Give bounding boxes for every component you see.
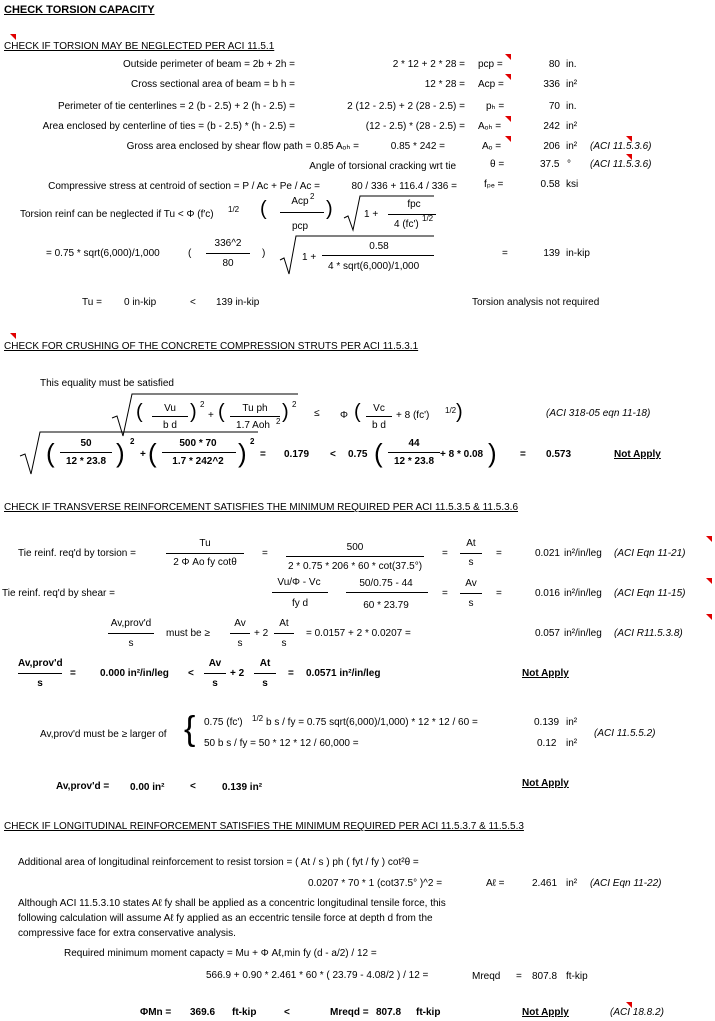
fraction-bar bbox=[230, 633, 250, 634]
row-label: Perimeter of tie centerlines = 2 (b - 2.5) + 2 (h - 2.5) = bbox=[57, 101, 295, 112]
fraction-bar bbox=[322, 255, 434, 256]
plus: + bbox=[208, 410, 214, 421]
calc-lead: = 0.75 * sqrt(6,000)/1,000 bbox=[46, 248, 160, 259]
mreqd-value: 807.8 bbox=[376, 1007, 402, 1018]
fraction-bar bbox=[366, 416, 392, 417]
avprov-symbol: Av,prov'd bbox=[110, 618, 152, 629]
exponent: 2 bbox=[310, 192, 315, 201]
avprov-label: Av,prov'd = bbox=[56, 781, 110, 792]
larger-term-2: 50 b s / fy = 50 * 12 * 12 / 60,000 = bbox=[204, 738, 359, 749]
equals: = bbox=[516, 971, 522, 982]
row-unit: in² bbox=[566, 121, 578, 132]
row-symbol: Aₒₕ = bbox=[478, 121, 502, 132]
fraction-bar bbox=[254, 673, 276, 674]
row-unit: in² bbox=[566, 141, 578, 152]
comment-marker[interactable] bbox=[706, 614, 712, 620]
avprov-result: Not Apply bbox=[522, 668, 569, 679]
four-fc: 4 (fc') bbox=[394, 219, 419, 230]
row-unit: ksi bbox=[566, 179, 579, 190]
formula-numerator: Tu bbox=[199, 538, 211, 549]
s-symbol: s bbox=[212, 678, 218, 689]
paren-open: ( bbox=[354, 401, 361, 423]
must-be-text: must be ≥ bbox=[166, 628, 210, 639]
note-line-1: Although ACI 11.5.3.10 states Aℓ fy shall be applied as a concentric longitudinal tensile force, this bbox=[18, 898, 446, 909]
paren-close: ) bbox=[488, 438, 497, 468]
row-reference: (ACI 11.5.3.6) bbox=[590, 159, 652, 170]
s-symbol: s bbox=[468, 598, 474, 609]
unit: in²/in/leg bbox=[564, 628, 602, 639]
aci-reference: (ACI Eqn 11-15) bbox=[614, 588, 686, 599]
tu-value: 0 in-kip bbox=[124, 297, 157, 308]
row-value: 37.5 bbox=[540, 159, 560, 170]
s-symbol: s bbox=[262, 678, 268, 689]
paren-close: ) bbox=[456, 401, 463, 423]
comment-marker[interactable] bbox=[626, 154, 632, 160]
tuph-symbol: Tu ph bbox=[242, 403, 268, 414]
intro-text: This equality must be satisfied bbox=[40, 378, 174, 389]
fraction-bar bbox=[166, 553, 244, 554]
avprov-min: 0.139 in² bbox=[222, 782, 263, 793]
paren-close: ) bbox=[326, 198, 333, 220]
section1-heading: CHECK IF TORSION MAY BE NEGLECTED PER ACI 11.5.1 bbox=[4, 41, 275, 52]
larger-value-1: 0.139 bbox=[534, 717, 560, 728]
fraction-bar bbox=[108, 633, 154, 634]
shear-tie-value: 0.016 bbox=[534, 588, 560, 599]
fraction-bar bbox=[204, 673, 226, 674]
row-symbol: Aₒ = bbox=[482, 141, 502, 152]
calc-numerator-3: 44 bbox=[408, 438, 420, 449]
paren-open: ( bbox=[188, 248, 192, 259]
calc-denominator-3: 12 * 23.8 bbox=[393, 456, 435, 467]
fraction-bar bbox=[460, 553, 482, 554]
unit: in² bbox=[566, 878, 578, 889]
fraction-bar bbox=[60, 452, 112, 453]
row-value: 80 bbox=[548, 59, 560, 70]
row-label: Cross sectional area of beam = b h = bbox=[131, 79, 295, 90]
tu-capacity: 139 in-kip bbox=[216, 297, 260, 308]
fraction-bar bbox=[280, 212, 324, 213]
exponent: 2 bbox=[130, 437, 135, 446]
calc-numerator: 50/0.75 - 44 bbox=[359, 578, 413, 589]
plus: + bbox=[140, 449, 146, 460]
larger-value-2: 0.12 bbox=[537, 738, 557, 749]
equals: = bbox=[260, 449, 266, 460]
row-label: Tie reinf. req'd by torsion = bbox=[18, 548, 136, 559]
unit: in²/in/leg bbox=[564, 548, 602, 559]
fraction-bar bbox=[18, 673, 62, 674]
phi-value: 0.75 bbox=[348, 449, 368, 460]
exponent: 2 bbox=[292, 400, 297, 409]
fraction-bar bbox=[346, 592, 428, 593]
equals: = bbox=[520, 449, 526, 460]
less-than: < bbox=[188, 668, 194, 679]
mreqd-symbol: Mreqd bbox=[472, 971, 501, 982]
exponent: 1/2 bbox=[252, 714, 264, 723]
paren-open: ( bbox=[148, 438, 157, 468]
row-expr: 12 * 28 = bbox=[424, 79, 465, 90]
fraction-bar bbox=[388, 452, 440, 453]
comment-marker[interactable] bbox=[706, 536, 712, 542]
row-symbol: pср = bbox=[478, 59, 503, 70]
equals: = bbox=[262, 548, 268, 559]
bd-symbol: b d bbox=[163, 420, 177, 431]
section4-heading: CHECK IF LONGITUDINAL REINFORCEMENT SATISFIES THE MINIMUM REQUIRED PER ACI 11.5.3.7 & 11.5.5.3 bbox=[4, 821, 524, 832]
row-label: Tie reinf. req'd by shear = bbox=[2, 588, 115, 599]
row-expr: 0.85 * 242 = bbox=[390, 141, 445, 152]
s-symbol: s bbox=[237, 638, 243, 649]
plus-term: + 8 * 0.08 bbox=[440, 449, 484, 460]
plus-two: + 2 bbox=[230, 668, 245, 679]
equals: = bbox=[496, 548, 502, 559]
comment-marker[interactable] bbox=[626, 136, 632, 142]
sqrt-denominator: 4 * sqrt(6,000)/1,000 bbox=[328, 261, 420, 272]
comment-marker[interactable] bbox=[505, 74, 511, 80]
must-be-calc: = 0.0157 + 2 * 0.0207 = bbox=[306, 628, 411, 639]
paren-close: ) bbox=[190, 401, 197, 423]
phi-mn-label: ΦMn = bbox=[140, 1007, 172, 1018]
av-symbol: Av bbox=[465, 578, 477, 589]
less-than: < bbox=[330, 449, 336, 460]
one-plus: 1 + bbox=[302, 252, 317, 263]
equals: = bbox=[502, 248, 508, 259]
row-symbol: fₚₑ = bbox=[484, 179, 504, 190]
row-unit: in² bbox=[566, 79, 578, 90]
paren-open: ( bbox=[374, 438, 383, 468]
row-symbol: θ = bbox=[490, 159, 505, 170]
fraction-bar bbox=[274, 633, 294, 634]
bd-symbol: b d bbox=[372, 420, 386, 431]
exponent: 1/2 bbox=[228, 205, 240, 214]
av-symbol: Av bbox=[234, 618, 246, 629]
s-symbol: s bbox=[37, 678, 43, 689]
fraction-bar bbox=[460, 593, 482, 594]
acp-symbol: Acp bbox=[291, 196, 309, 207]
must-be-value: 0.057 bbox=[534, 628, 560, 639]
exponent: 2 bbox=[200, 400, 205, 409]
calc-denominator: 2 * 0.75 * 206 * 60 * cot(37.5°) bbox=[287, 561, 423, 572]
vc-symbol: Vc bbox=[373, 403, 385, 414]
fraction-bar bbox=[206, 253, 250, 254]
row-expr: 2 (12 - 2.5) + 2 (28 - 2.5) = bbox=[347, 101, 465, 112]
crushing-lhs: 0.179 bbox=[284, 449, 310, 460]
fpc-symbol: fpc bbox=[407, 199, 421, 210]
mreqd-label: Mreqd = bbox=[330, 1007, 369, 1018]
phi-mn-value: 369.6 bbox=[190, 1007, 216, 1018]
one-plus: 1 + bbox=[364, 209, 379, 220]
fraction-bar bbox=[230, 416, 280, 417]
unit: in² bbox=[566, 717, 578, 728]
row-value: 206 bbox=[543, 141, 560, 152]
calc-numerator-2: 500 * 70 bbox=[179, 438, 217, 449]
s-symbol: s bbox=[281, 638, 287, 649]
plus-eight-fc: + 8 (fc') bbox=[396, 410, 430, 421]
calc-numerator: 336^2 bbox=[214, 238, 242, 249]
row-expr: (12 - 2.5) * (28 - 2.5) = bbox=[365, 121, 465, 132]
exponent: 1/2 bbox=[445, 406, 457, 415]
row-label: Outside perimeter of beam = 2b + 2h = bbox=[122, 59, 295, 70]
al-value: 2.461 bbox=[532, 878, 558, 889]
moment-result: Not Apply bbox=[522, 1007, 569, 1018]
row-value: 242 bbox=[543, 121, 560, 132]
exponent: 1/2 bbox=[422, 214, 434, 223]
equals: = bbox=[442, 548, 448, 559]
formula-denominator: 2 Φ Ao fy cotθ bbox=[173, 557, 237, 568]
row-label: Gross area enclosed by shear flow path = 0.85 Aₒₕ = bbox=[126, 141, 359, 152]
aci-reference: (ACI 11.5.5.2) bbox=[594, 728, 656, 739]
crushing-rhs: 0.573 bbox=[546, 449, 572, 460]
mreqd-value: 807.8 bbox=[532, 971, 558, 982]
row-label: Compressive stress at centroid of section = P / Ac + Pe / Ac = bbox=[48, 181, 320, 192]
note-line-3: compressive face for extra conservative analysis. bbox=[18, 928, 236, 939]
vu-symbol: Vu bbox=[164, 403, 176, 414]
row-label: Angle of torsional cracking wrt tie bbox=[309, 161, 456, 172]
equals: = bbox=[70, 668, 76, 679]
row-expr: 2 * 12 + 2 * 28 = bbox=[392, 59, 465, 70]
avprov-required: 0.0571 in²/in/leg bbox=[306, 668, 381, 679]
paren-close: ) bbox=[282, 401, 289, 423]
row-symbol: Aср = bbox=[478, 79, 504, 90]
paren-open: ( bbox=[46, 438, 55, 468]
at-symbol: At bbox=[279, 618, 289, 629]
larger-label: Av,prov'd must be ≥ larger of bbox=[40, 729, 167, 740]
avprov-value: 0.00 in² bbox=[130, 782, 165, 793]
phi-symbol: Φ bbox=[340, 410, 348, 421]
moment-calc: 566.9 + 0.90 * 2.461 * 60 * ( 23.79 - 4.08/2 ) / 12 = bbox=[206, 970, 429, 981]
larger-calc-1: b s / fy = 0.75 sqrt(6,000)/1,000) * 12 * 12 / 60 = bbox=[266, 717, 478, 728]
row-value: 70 bbox=[548, 101, 560, 112]
torsion-result: Torsion analysis not required bbox=[472, 297, 600, 308]
aci-reference: (ACI Eqn 11-22) bbox=[590, 878, 662, 889]
avprov-value: 0.000 in²/in/leg bbox=[100, 668, 169, 679]
formula-numerator: Vu/Φ - Vc bbox=[277, 577, 321, 588]
unit: ft-kip bbox=[416, 1007, 441, 1018]
fraction-bar bbox=[286, 556, 424, 557]
add-label: Additional area of longitudinal reinforcement to resist torsion = ( At / s ) ph ( fyt / fy ) cot²θ = bbox=[18, 857, 419, 868]
unit: ft-kip bbox=[232, 1007, 257, 1018]
formula-label: Torsion reinf can be neglected if Tu < Φ (f′c) bbox=[20, 209, 214, 220]
section2-heading: CHECK FOR CRUSHING OF THE CONCRETE COMPRESSION STRUTS PER ACI 11.5.3.1 bbox=[4, 341, 419, 352]
row-unit: in. bbox=[566, 101, 577, 112]
al-symbol: Aℓ = bbox=[486, 878, 505, 889]
fraction-bar bbox=[162, 452, 236, 453]
comment-marker[interactable] bbox=[626, 1002, 632, 1008]
row-unit: in. bbox=[566, 59, 577, 70]
sqrt-numerator: 0.58 bbox=[369, 241, 389, 252]
at-symbol: At bbox=[259, 658, 271, 669]
row-symbol: pₕ = bbox=[486, 101, 505, 112]
less-equal: ≤ bbox=[314, 408, 320, 419]
row-unit: ° bbox=[567, 159, 571, 170]
moment-label: Required minimum moment capacty = Mu + Φ Aℓ,min fy (d - a/2) / 12 = bbox=[64, 948, 377, 959]
comment-marker[interactable] bbox=[505, 136, 511, 142]
row-reference: (ACI 11.5.3.6) bbox=[590, 141, 652, 152]
note-line-2: following calculation will assume Aℓ fy applied as an eccentric tensile force at depth d from the bbox=[18, 913, 433, 924]
calc-denominator-2: 1.7 * 242^2 bbox=[172, 456, 224, 467]
unit: in-kip bbox=[566, 248, 590, 259]
paren-open: ( bbox=[218, 401, 225, 423]
av-symbol: Av bbox=[208, 658, 222, 669]
row-label: Area enclosed by centerline of ties = (b - 2.5) * (h - 2.5) = bbox=[42, 121, 295, 132]
comment-marker[interactable] bbox=[505, 116, 511, 122]
aci-reference: (ACI 18.8.2) bbox=[610, 1007, 664, 1018]
less-than: < bbox=[284, 1007, 290, 1018]
paren-close: ) bbox=[238, 438, 247, 468]
paren-close: ) bbox=[116, 438, 125, 468]
comment-marker[interactable] bbox=[706, 578, 712, 584]
plus-two: + 2 bbox=[254, 628, 269, 639]
at-symbol: At bbox=[466, 538, 476, 549]
torsion-threshold-value: 139 bbox=[543, 248, 560, 259]
fraction-bar bbox=[152, 416, 188, 417]
add-calc: 0.0207 * 70 * 1 (cot37.5° )^2 = bbox=[308, 878, 443, 889]
calc-denominator: 80 bbox=[222, 258, 234, 269]
unit: in²/in/leg bbox=[564, 588, 602, 599]
avprov-final-result: Not Apply bbox=[522, 778, 569, 789]
exponent: 2 bbox=[250, 437, 255, 446]
comment-marker[interactable] bbox=[10, 333, 16, 339]
aci-reference: (ACI Eqn 11-21) bbox=[614, 548, 686, 559]
formula-denominator: fy d bbox=[291, 598, 309, 609]
aoh-symbol: 1.7 Aoh bbox=[236, 420, 270, 431]
row-value: 336 bbox=[543, 79, 560, 90]
crushing-result: Not Apply bbox=[614, 449, 661, 460]
paren-open: ( bbox=[136, 401, 143, 423]
aci-reference: (ACI R11.5.3.8) bbox=[614, 628, 683, 639]
s-symbol: s bbox=[468, 557, 474, 568]
section3-heading: CHECK IF TRANSVERSE REINFORCEMENT SATISFIES THE MINIMUM REQUIRED PER ACI 11.5.3.5 & 11.5.3.6 bbox=[4, 502, 519, 513]
comment-marker[interactable] bbox=[505, 54, 511, 60]
equals: = bbox=[288, 668, 294, 679]
less-than: < bbox=[190, 297, 196, 308]
torsion-tie-value: 0.021 bbox=[534, 548, 560, 559]
larger-term-1: 0.75 (fc') bbox=[204, 717, 243, 728]
equals: = bbox=[496, 588, 502, 599]
exponent: 2 bbox=[276, 417, 281, 426]
calc-denominator: 60 * 23.79 bbox=[363, 600, 409, 611]
row-expr: 80 / 336 + 116.4 / 336 = bbox=[351, 181, 457, 192]
calc-numerator: 500 bbox=[346, 542, 364, 553]
aci-reference: (ACI 318-05 eqn 11-18) bbox=[546, 408, 651, 419]
pcp-symbol: pcp bbox=[291, 221, 309, 232]
equals: = bbox=[442, 588, 448, 599]
s-symbol: s bbox=[128, 638, 134, 649]
fraction-bar bbox=[272, 592, 328, 593]
unit: in² bbox=[566, 738, 578, 749]
calc-numerator-1: 50 bbox=[80, 438, 92, 449]
paren-close: ) bbox=[262, 248, 266, 259]
avprov-symbol: Av,prov'd bbox=[18, 658, 63, 669]
page-title: CHECK TORSION CAPACITY bbox=[4, 4, 155, 16]
calc-denominator-1: 12 * 23.8 bbox=[65, 456, 107, 467]
tu-label: Tu = bbox=[82, 297, 102, 308]
paren-open: ( bbox=[260, 198, 267, 220]
unit: ft-kip bbox=[566, 971, 588, 982]
row-value: 0.58 bbox=[540, 179, 560, 190]
brace: { bbox=[184, 710, 196, 748]
less-than: < bbox=[190, 781, 196, 792]
comment-marker[interactable] bbox=[10, 34, 16, 40]
